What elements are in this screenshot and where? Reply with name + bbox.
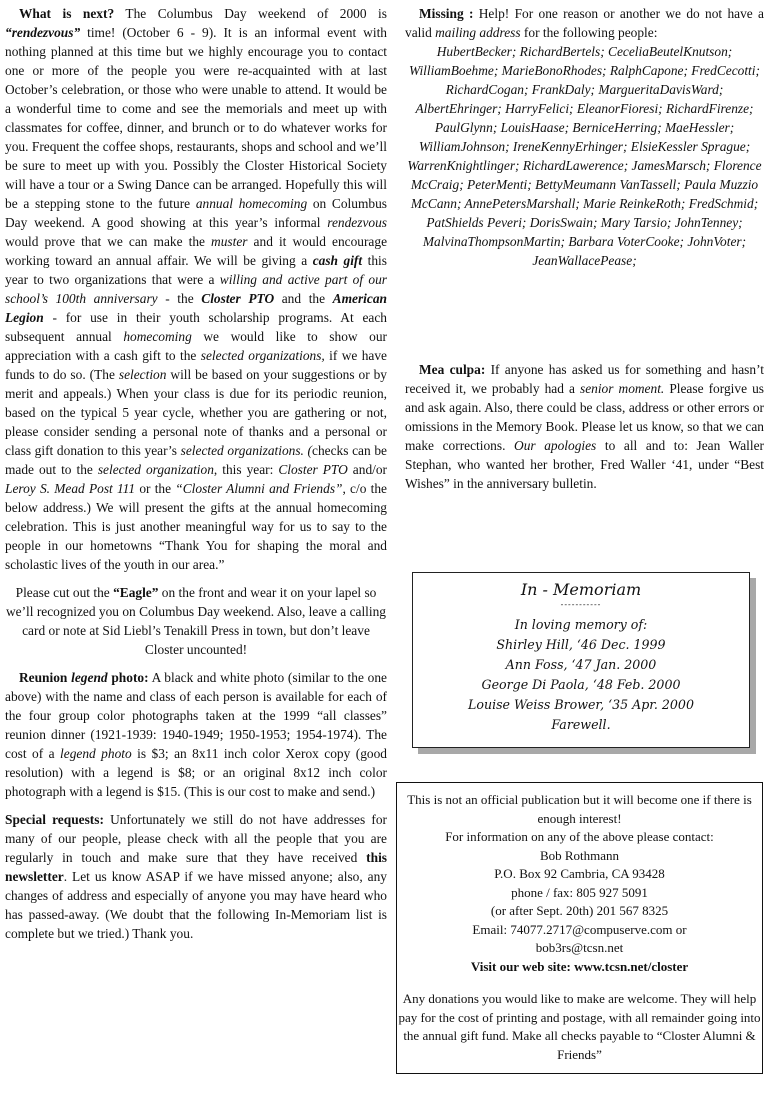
contact-box bbox=[396, 782, 763, 1074]
text-emphasis: muster bbox=[211, 234, 248, 249]
memoriam-line: Farewell. bbox=[551, 717, 611, 732]
eagle-paragraph bbox=[5, 583, 387, 659]
missing-label: Missing : bbox=[419, 6, 474, 21]
text: - for use in their youth scholarship programs. At each subsequent annual bbox=[5, 310, 387, 344]
contact-line: This is not an official publication but it will become one if there is enough interest! bbox=[407, 792, 752, 826]
text: we would like to show our appreciation with a cash gift to the bbox=[5, 329, 387, 363]
text: for the following people: bbox=[520, 25, 658, 40]
text: and/or bbox=[347, 462, 388, 477]
text: If anyone has asked us for something and hasn’t received it, we probably had a bbox=[405, 362, 765, 396]
contact-phone: phone / fax: 805 927 5091 bbox=[511, 884, 648, 900]
text-emphasis: selected organizations. ( bbox=[180, 443, 313, 458]
memoriam-line: Louise Weiss Brower, ‘35 Apr. 2000 bbox=[468, 697, 694, 712]
contact-address: P.O. Box 92 Cambria, CA 93428 bbox=[494, 866, 665, 881]
text-emphasis: homecoming bbox=[123, 329, 192, 344]
text: this year to two organizations that were a bbox=[5, 253, 387, 287]
whats-next-paragraph bbox=[5, 4, 387, 574]
text-emphasis: this newsletter bbox=[5, 850, 387, 884]
text-emphasis: cash gift bbox=[312, 253, 363, 268]
contact-phone-alt: (or after Sept. 20th) 201 567 8325 bbox=[490, 903, 669, 918]
text-emphasis: legend bbox=[71, 670, 108, 685]
text-emphasis: Closter PTO bbox=[278, 462, 348, 477]
reunion-label: photo: bbox=[107, 670, 149, 685]
text: on the front and wear it on your lapel so we’ll recognized you on Columbus Day weekend. Also, leave a calling card or note at Sid Liebl’s Tenakill Press in town, but don’t leave Closter uncounted! bbox=[5, 585, 387, 657]
text: A black and white photo (similar to the one above) with the name and class of each person is available for each of the four group color photographs taken at the 1999 “all classes” reunion dinner (1921-1939: 1940-1949; 1950-1953; 1954-1974). The cost of a bbox=[5, 670, 387, 761]
in-memoriam-box bbox=[412, 572, 752, 750]
text-emphasis: “Closter Alumni and Friends” bbox=[175, 481, 343, 496]
text: Please forgive us and ask again. Also, there could be class, address or other errors or omissions in the Memory Book. Please let us know, so that we can make corrections. bbox=[405, 381, 764, 453]
website-link[interactable]: Visit our web site: www.tcsn.net/closter bbox=[470, 958, 689, 974]
memoriam-line: George Di Paola, ‘48 Feb. 2000 bbox=[481, 677, 681, 692]
text-emphasis: American Legion bbox=[5, 291, 387, 325]
text-emphasis: selected organizations, bbox=[200, 348, 325, 363]
spacer bbox=[405, 270, 764, 360]
text-emphasis: annual homecoming bbox=[195, 196, 308, 211]
contact-email[interactable]: Email: 74077.2717@compuserve.com or bbox=[472, 921, 687, 937]
text: time! (October 6 - 9). It is an informal event with nothing planned at this time but we highly encourage you to contact one or more of the people you were re-acquainted with at last October’s celebration, or those who were unable to attend. It would be a wonderful time to come and see the memorials and meet up with classmates for coffee, dinner, and brunch or to do whatever works for you. Frequent the coffee shops, restaurants, shops and school and we’ll be sure to meet up with you. Possibly the Closter Historical Society will have a tour or a Swing Dance can be arranged. Hopefully this will be a stepping stone to the future bbox=[5, 25, 387, 211]
contact-name: Bob Rothmann bbox=[539, 847, 620, 863]
text: , c/o the below address.) We will present the gifts at the annual homecoming celebration. This is just another meaningful way for us to say to the people in our hometowns “Thank You for shaping the moral and scholastic lives of the youth in our area.” bbox=[5, 481, 388, 572]
special-requests-paragraph bbox=[5, 810, 387, 943]
contact-line: For information on any of the above please contact: bbox=[445, 829, 714, 844]
text: and it would encourage working toward an annual affair. We will be giving a bbox=[5, 234, 388, 268]
missing-paragraph bbox=[405, 4, 764, 42]
spacer bbox=[397, 976, 762, 990]
text-emphasis: Closter PTO bbox=[201, 291, 275, 306]
mea-culpa-label: Mea culpa: bbox=[419, 362, 486, 377]
memoriam-line: In loving memory of: bbox=[514, 617, 648, 632]
text-emphasis: selection bbox=[118, 367, 167, 382]
donations-text: Any donations you would like to make are welcome. They will help pay for the cost of printing and postage, with all remainder going into the annual gift fund. Make all checks payable to “Closter Alumni & Friends” bbox=[398, 991, 761, 1062]
text: checks can be made out to the bbox=[5, 443, 387, 477]
text-emphasis: “Eagle” bbox=[113, 585, 159, 600]
text: is $3; an 8x11 inch color Xerox copy (good resolution) with a legend is $8; or an original 8x12 inch color photograph with a legend is $15. (This is our cost to make and send.) bbox=[5, 746, 388, 799]
in-memoriam-content bbox=[412, 572, 750, 748]
missing-names-list: HubertBecker; RichardBertels; CeceliaBeutelKnutson; WilliamBoehme; MarieBonoRhodes; RalphCapone; FredCecotti; RichardCogan; FrankDaly; MargueritaDavisWard; AlbertEhringer; HarryFelici; EleanorFioresi; RichardFirenze; PaulGlynn; LouisHaase; BerniceHerring; MaeHessler; WilliamJohnson; IreneKennyErhinger; ElsieKessler Sprague; WarrenKnightlinger; RichardLawerence; JamesMarsch; Florence McCraig; PeterMenti; BettyMeumann VanTassell; Paula Muzzio McCann; AnnePetersMarshall; Marie ReinkeRoth; FredSchmid; PatShields Peveri; DorisSwain; Mary Tarsio; JohnTenney; MalvinaThompsonMartin; Barbara VoterCooke; JohnVoter; JeanWallacePease; bbox=[407, 44, 762, 268]
special-requests-label: Special requests: bbox=[5, 812, 104, 827]
text: if we have funds to do so. (The bbox=[5, 348, 387, 382]
text: and the bbox=[274, 291, 333, 306]
text: - the bbox=[157, 291, 202, 306]
in-memoriam-title: In - Memoriam bbox=[520, 580, 642, 599]
text: Unfortunately we still do not have addresses for many of our people, please check with all the people that you are regularly in touch and make sure that they have received bbox=[5, 812, 387, 865]
text-emphasis: mailing address bbox=[435, 25, 521, 40]
text-emphasis: “rendezvous” bbox=[5, 25, 81, 40]
text-emphasis: Our apologies bbox=[514, 438, 597, 453]
title-underline: ----------- bbox=[560, 600, 602, 609]
text: The Columbus Day weekend of 2000 is bbox=[114, 6, 387, 21]
text: or the bbox=[135, 481, 176, 496]
text: on Columbus Day weekend. A good showing at this year’s informal bbox=[5, 196, 387, 230]
contact-email-alt[interactable]: bob3rs@tcsn.net bbox=[535, 940, 624, 955]
text: Please cut out the bbox=[15, 585, 114, 600]
whats-next-label: What is next? bbox=[19, 6, 115, 21]
memoriam-line: Shirley Hill, ‘46 Dec. 1999 bbox=[496, 637, 666, 652]
memoriam-line: Ann Foss, ‘47 Jan. 2000 bbox=[505, 657, 657, 672]
mea-culpa-paragraph bbox=[405, 360, 764, 493]
text-emphasis: selected organization bbox=[97, 462, 214, 477]
text: . Let us know ASAP if we have missed anyone; also, any changes of address and especially of anyone you may have heard who has passed-away. (We doubt that the following In-Memoriam list is complete but we tried.) Thank you. bbox=[5, 869, 387, 941]
text: will be based on your suggestions or by merit and appeals.) When your class is due for its periodic reunion, based on the typical 5 year cycle, whether you are gathering or not, please consider sending a personal note of thanks and a personal or class gift donation to this year’s bbox=[5, 367, 387, 458]
text: , this year: bbox=[213, 462, 279, 477]
text: to all and to: Jean Waller Stephan, who wanted her brother, Fred Waller ‘41, under “Best Wishes” in the anniversary bulletin. bbox=[405, 438, 765, 491]
right-column bbox=[405, 4, 764, 493]
text-emphasis: senior moment. bbox=[579, 381, 665, 396]
text-emphasis: Leroy S. Mead Post 111 bbox=[5, 481, 136, 496]
reunion-label: Reunion bbox=[19, 670, 72, 685]
text-emphasis: rendezvous bbox=[327, 215, 387, 230]
left-column bbox=[5, 4, 387, 943]
reunion-photo-paragraph bbox=[5, 668, 387, 801]
text: Help! For one reason or another we do not have a valid bbox=[405, 6, 765, 40]
text: would prove that we can make the bbox=[5, 234, 212, 249]
text-emphasis: legend photo bbox=[60, 746, 132, 761]
text-emphasis: willing and active part of our school’s 100th anniversary bbox=[5, 272, 387, 306]
